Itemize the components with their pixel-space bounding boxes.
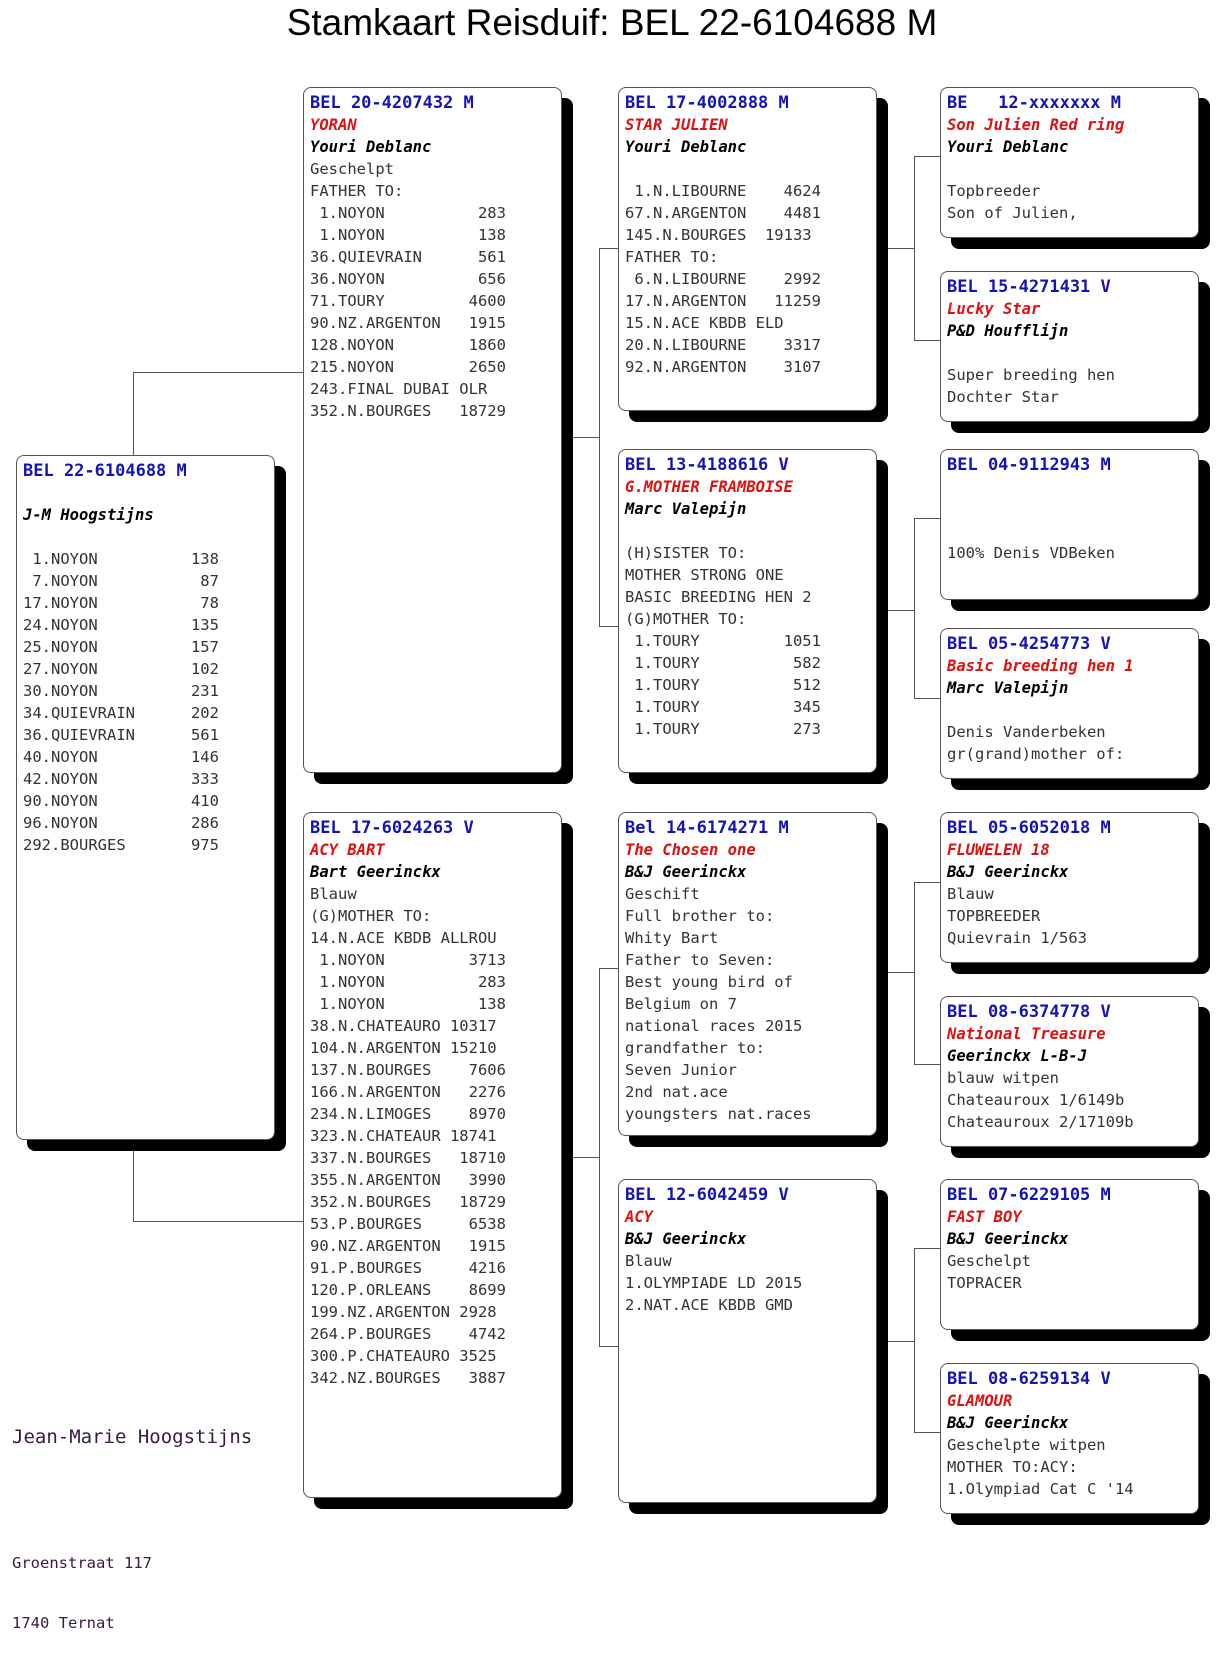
connector-line — [914, 882, 915, 1064]
info-line: FATHER TO: — [625, 248, 719, 266]
info-line: 2nd nat.ace — [625, 1083, 728, 1101]
info-line: (G)MOTHER TO: — [625, 610, 747, 628]
pigeon-card-mmf[interactable] — [940, 1179, 1199, 1330]
connector-line — [888, 972, 915, 973]
connector-line — [599, 968, 600, 1346]
info-line: Seven Junior — [625, 1061, 737, 1079]
pigeon-card-ff[interactable] — [618, 87, 877, 411]
info-line: 67.N.ARGENTON 4481 — [625, 204, 821, 222]
info-line: 1.TOURY 1051 — [625, 632, 821, 650]
connector-line — [914, 1432, 940, 1433]
info-line: 90.NOYON 410 — [23, 792, 219, 810]
info-line: Dochter Star — [947, 388, 1059, 406]
info-line: Chateauroux 1/6149b — [947, 1091, 1125, 1109]
connector-line — [133, 1150, 134, 1222]
ring-number: BEL 12-6042459 V — [625, 1185, 789, 1205]
info-line: TOPRACER — [947, 1274, 1022, 1292]
pigeon-name: G.MOTHER FRAMBOISE — [625, 478, 793, 496]
breeder-name: Marc Valepijn — [947, 679, 1069, 697]
connector-line — [133, 372, 134, 455]
info-line: 36.NOYON 656 — [310, 270, 506, 288]
connector-line — [914, 518, 915, 698]
info-line: 15.N.ACE KBDB ELD — [625, 314, 784, 332]
pigeon-card-mfm[interactable] — [940, 996, 1199, 1147]
info-line: youngsters nat.races — [625, 1105, 812, 1123]
info-line: 128.NOYON 1860 — [310, 336, 506, 354]
ring-number: BEL 17-4002888 M — [625, 93, 789, 113]
info-line — [947, 699, 1192, 721]
info-line: Denis Vanderbeken — [947, 723, 1106, 741]
info-line: 24.NOYON 135 — [23, 616, 219, 634]
info-line: 352.N.BOURGES 18729 — [310, 1193, 506, 1211]
breeder-name: Youri Deblanc — [310, 138, 432, 156]
info-line: Blauw — [625, 1252, 672, 1270]
info-line: Geschelpte witpen — [947, 1436, 1106, 1454]
ring-number: BEL 05-4254773 V — [947, 634, 1111, 654]
info-line: 323.N.CHATEAUR 18741 — [310, 1127, 497, 1145]
info-line: 40.NOYON 146 — [23, 748, 219, 766]
info-line: 17.N.ARGENTON 11259 — [625, 292, 821, 310]
info-line: gr(grand)mother of: — [947, 745, 1125, 763]
breeder-name: Youri Deblanc — [947, 138, 1069, 156]
connector-line — [573, 437, 600, 438]
breeder-name: B&J Geerinckx — [947, 863, 1069, 881]
owner-city: 1740 Ternat — [12, 1614, 115, 1632]
connector-line — [599, 248, 600, 626]
info-line: 1.TOURY 345 — [625, 698, 821, 716]
pigeon-card-mmm[interactable] — [940, 1363, 1199, 1514]
connector-line — [599, 1346, 618, 1347]
info-line: 104.N.ARGENTON 15210 — [310, 1039, 497, 1057]
pigeon-card-mf[interactable] — [618, 812, 877, 1136]
breeder-name: Bart Geerinckx — [310, 863, 441, 881]
info-line: 91.P.BOURGES 4216 — [310, 1259, 506, 1277]
info-line — [947, 520, 1192, 542]
pigeon-name: ACY BART — [310, 841, 385, 859]
breeder-name: Marc Valepijn — [625, 500, 747, 518]
info-line: 27.NOYON 102 — [23, 660, 219, 678]
ring-number: BEL 22-6104688 M — [23, 461, 187, 481]
connector-line — [914, 1248, 940, 1249]
info-line: 1.OLYMPIADE LD 2015 — [625, 1274, 803, 1292]
pigeon-name: YORAN — [310, 116, 357, 134]
breeder-name: B&J Geerinckx — [625, 1230, 747, 1248]
ring-number: BEL 04-9112943 M — [947, 455, 1111, 475]
info-line: 92.N.ARGENTON 3107 — [625, 358, 821, 376]
info-line: (G)MOTHER TO: — [310, 907, 432, 925]
info-line: Full brother to: — [625, 907, 775, 925]
info-line: Topbreeder — [947, 182, 1041, 200]
info-line: 137.N.BOURGES 7606 — [310, 1061, 506, 1079]
pigeon-name: GLAMOUR — [947, 1392, 1013, 1410]
connector-line — [599, 968, 618, 969]
info-line: 30.NOYON 231 — [23, 682, 219, 700]
ring-number: Bel 14-6174271 M — [625, 818, 789, 838]
pigeon-card-ffm[interactable] — [940, 271, 1199, 422]
ring-number: BEL 08-6374778 V — [947, 1002, 1111, 1022]
breeder-name: Youri Deblanc — [625, 138, 747, 156]
info-line: Belgium on 7 — [625, 995, 737, 1013]
info-line: 14.N.ACE KBDB ALLROU — [310, 929, 497, 947]
pigeon-card-fff[interactable] — [940, 87, 1199, 238]
pigeon-name: National Treasure — [947, 1025, 1106, 1043]
info-line: TOPBREEDER — [947, 907, 1041, 925]
info-line: Blauw — [947, 885, 994, 903]
ring-number: BEL 13-4188616 V — [625, 455, 789, 475]
info-line: Best young bird of — [625, 973, 793, 991]
info-line: (H)SISTER TO: — [625, 544, 747, 562]
info-line: Chateauroux 2/17109b — [947, 1113, 1134, 1131]
ring-number: BEL 17-6024263 V — [310, 818, 474, 838]
pigeon-name: STAR JULIEN — [625, 116, 728, 134]
breeder-name: J-M Hoogstijns — [23, 506, 154, 524]
breeder-name: B&J Geerinckx — [947, 1230, 1069, 1248]
info-line: 243.FINAL DUBAI OLR — [310, 380, 488, 398]
info-line: 1.TOURY 512 — [625, 676, 821, 694]
info-line: BASIC BREEDING HEN 2 — [625, 588, 812, 606]
pigeon-card-subject[interactable] — [16, 455, 275, 1140]
connector-line — [888, 1341, 915, 1342]
connector-line — [914, 156, 915, 340]
pigeon-card-mm[interactable] — [618, 1179, 877, 1503]
info-line: 96.NOYON 286 — [23, 814, 219, 832]
connector-line — [914, 156, 940, 157]
pigeon-card-mother[interactable] — [303, 812, 562, 1498]
info-line: 36.QUIEVRAIN 561 — [23, 726, 219, 744]
ring-number: BEL 07-6229105 M — [947, 1185, 1111, 1205]
connector-line — [599, 248, 618, 249]
info-line: grandfather to: — [625, 1039, 765, 1057]
info-line: 20.N.LIBOURNE 3317 — [625, 336, 821, 354]
info-line — [625, 520, 870, 542]
info-line: 1.Olympiad Cat C '14 — [947, 1480, 1134, 1498]
info-line: 100% Denis VDBeken — [947, 544, 1115, 562]
info-line: MOTHER TO:ACY: — [947, 1458, 1078, 1476]
info-line: 1.NOYON 283 — [310, 204, 506, 222]
connector-line — [914, 1248, 915, 1432]
info-line: 199.NZ.ARGENTON 2928 — [310, 1303, 497, 1321]
ring-number: BEL 05-6052018 M — [947, 818, 1111, 838]
info-line: national races 2015 — [625, 1017, 803, 1035]
breeder-name: B&J Geerinckx — [947, 1414, 1069, 1432]
info-line — [947, 342, 1192, 364]
info-line: 90.NZ.ARGENTON 1915 — [310, 1237, 506, 1255]
pigeon-name — [947, 476, 1192, 498]
pigeon-card-father[interactable] — [303, 87, 562, 773]
info-line: FATHER TO: — [310, 182, 404, 200]
info-line: 1.NOYON 3713 — [310, 951, 506, 969]
connector-line — [914, 518, 940, 519]
info-line — [947, 158, 1192, 180]
pigeon-card-fmm[interactable] — [940, 628, 1199, 779]
pigeon-name: The Chosen one — [625, 841, 756, 859]
connector-line — [888, 248, 915, 249]
pigeon-name: FAST BOY — [947, 1208, 1022, 1226]
owner-info — [12, 1386, 252, 1653]
pigeon-card-fm[interactable] — [618, 449, 877, 773]
connector-line — [573, 1157, 600, 1158]
info-line: 1.TOURY 273 — [625, 720, 821, 738]
info-line: 2.NAT.ACE KBDB GMD — [625, 1296, 793, 1314]
info-line: 292.BOURGES 975 — [23, 836, 219, 854]
info-line: Geschelpt — [310, 160, 394, 178]
info-line: 215.NOYON 2650 — [310, 358, 506, 376]
info-line: 120.P.ORLEANS 8699 — [310, 1281, 506, 1299]
info-line: 1.NOYON 283 — [310, 973, 506, 991]
breeder-name: Geerinckx L-B-J — [947, 1047, 1087, 1065]
connector-line — [888, 610, 915, 611]
info-line: 355.N.ARGENTON 3990 — [310, 1171, 506, 1189]
pigeon-name — [23, 482, 268, 504]
info-line — [625, 158, 870, 180]
info-line: Son of Julien, — [947, 204, 1078, 222]
info-line: MOTHER STRONG ONE — [625, 566, 784, 584]
info-line: 166.N.ARGENTON 2276 — [310, 1083, 506, 1101]
breeder-name: P&D Houfflijn — [947, 322, 1069, 340]
info-line: 7.NOYON 87 — [23, 572, 219, 590]
ring-number: BE 12-xxxxxxx M — [947, 93, 1121, 113]
info-line: 352.N.BOURGES 18729 — [310, 402, 506, 420]
info-line: Geschift — [625, 885, 700, 903]
info-line: 6.N.LIBOURNE 2992 — [625, 270, 821, 288]
connector-line — [133, 372, 303, 373]
connector-line — [914, 882, 940, 883]
connector-line — [599, 626, 618, 627]
info-line: 1.N.LIBOURNE 4624 — [625, 182, 821, 200]
info-line: 145.N.BOURGES 19133 — [625, 226, 812, 244]
info-line: 1.NOYON 138 — [310, 995, 506, 1013]
info-line: 36.QUIEVRAIN 561 — [310, 248, 506, 266]
info-line: 90.NZ.ARGENTON 1915 — [310, 314, 506, 332]
info-line: 17.NOYON 78 — [23, 594, 219, 612]
ring-number: BEL 15-4271431 V — [947, 277, 1111, 297]
info-line: blauw witpen — [947, 1069, 1059, 1087]
info-line: 42.NOYON 333 — [23, 770, 219, 788]
pigeon-name: Lucky Star — [947, 300, 1041, 318]
info-line: 25.NOYON 157 — [23, 638, 219, 656]
info-line: 234.N.LIMOGES 8970 — [310, 1105, 506, 1123]
info-line: 34.QUIEVRAIN 202 — [23, 704, 219, 722]
info-line: Geschelpt — [947, 1252, 1031, 1270]
pigeon-name: Basic breeding hen 1 — [947, 657, 1134, 675]
pigeon-name: Son Julien Red ring — [947, 116, 1125, 134]
info-line: 38.N.CHATEAURO 10317 — [310, 1017, 497, 1035]
ring-number: BEL 20-4207432 M — [310, 93, 474, 113]
pigeon-card-fmf[interactable] — [940, 449, 1199, 600]
info-line: 342.NZ.BOURGES 3887 — [310, 1369, 506, 1387]
info-line: Quievrain 1/563 — [947, 929, 1087, 947]
info-line: 337.N.BOURGES 18710 — [310, 1149, 506, 1167]
info-line: 1.TOURY 582 — [625, 654, 821, 672]
info-line: 264.P.BOURGES 4742 — [310, 1325, 506, 1343]
breeder-name — [947, 498, 1192, 520]
connector-line — [914, 340, 940, 341]
connector-line — [914, 1064, 940, 1065]
info-line: Whity Bart — [625, 929, 719, 947]
info-line: Super breeding hen — [947, 366, 1115, 384]
page-title: Stamkaart Reisduif: BEL 22-6104688 M — [286, 2, 938, 43]
owner-street: Groenstraat 117 — [12, 1554, 152, 1572]
info-line: Blauw — [310, 885, 357, 903]
pigeon-name: FLUWELEN 18 — [947, 841, 1050, 859]
owner-name: Jean-Marie Hoogstijns — [12, 1426, 253, 1448]
pigeon-name: ACY — [625, 1208, 653, 1226]
connector-line — [914, 698, 940, 699]
info-line: 53.P.BOURGES 6538 — [310, 1215, 506, 1233]
info-line: 71.TOURY 4600 — [310, 292, 506, 310]
info-line: 1.NOYON 138 — [310, 226, 506, 244]
info-line: 300.P.CHATEAURO 3525 — [310, 1347, 497, 1365]
info-line: Father to Seven: — [625, 951, 775, 969]
pigeon-card-mff[interactable] — [940, 812, 1199, 963]
connector-line — [133, 1221, 303, 1222]
info-line — [23, 526, 268, 548]
info-line: 1.NOYON 138 — [23, 550, 219, 568]
ring-number: BEL 08-6259134 V — [947, 1369, 1111, 1389]
breeder-name: B&J Geerinckx — [625, 863, 747, 881]
